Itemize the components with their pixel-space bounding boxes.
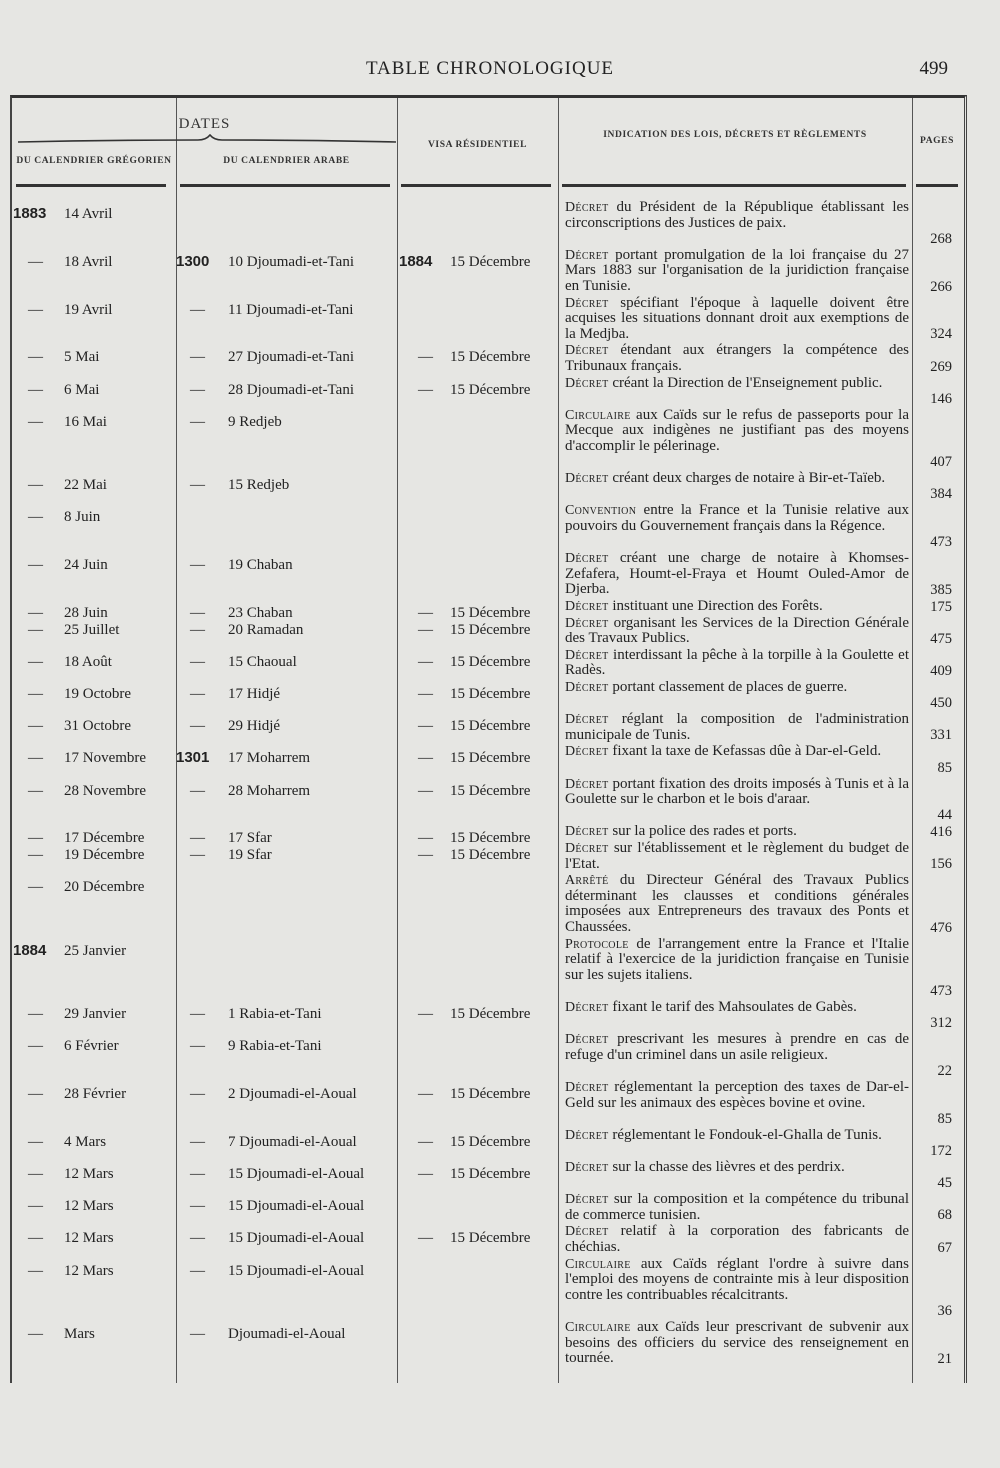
act-text: créant la Direction de l'Enseignement public. bbox=[608, 374, 883, 391]
table-row bbox=[0, 1224, 1000, 1256]
gregorian-year: 1883 bbox=[13, 205, 47, 222]
gregorian-year: — bbox=[28, 1133, 43, 1150]
act-description bbox=[565, 1128, 909, 1160]
gregorian-date: 19 Décembre bbox=[64, 847, 145, 863]
act-description bbox=[565, 680, 909, 712]
arab-year: — bbox=[190, 830, 205, 847]
table-row bbox=[0, 744, 1000, 776]
table-row bbox=[0, 823, 1000, 847]
page-reference: 36 bbox=[937, 1302, 952, 1319]
arab-year: — bbox=[190, 557, 205, 574]
act-type: Décret bbox=[565, 841, 609, 856]
page-reference: 266 bbox=[930, 278, 952, 295]
act-type: Décret bbox=[565, 615, 609, 631]
gregorian-year: — bbox=[28, 1006, 43, 1022]
gregorian-date: 12 Mars bbox=[64, 1166, 114, 1182]
act-text: fixant le tarif des Mahsoulates de Gabès. bbox=[608, 999, 857, 1015]
act-text: spécifiant l'époque à laquelle doivent être acquises les situations donnant droit aux exemptions de la Medjba. bbox=[565, 294, 909, 342]
gregorian-year: — bbox=[28, 349, 43, 366]
gregorian-year: — bbox=[28, 253, 43, 270]
act-text: portant fixation des droits imposés à Tunis et à la Goulette sur le charbon et le bois d'araar. bbox=[565, 775, 909, 808]
gregorian-date: 4 Mars bbox=[64, 1133, 107, 1150]
arab-date: 1 Rabia-et-Tani bbox=[228, 1006, 322, 1022]
act-text: organisant les Services de la Direction Générale des Travaux Publics. bbox=[565, 614, 909, 647]
gregorian-year: — bbox=[28, 750, 43, 767]
page-reference: 475 bbox=[930, 630, 952, 647]
visa-year: — bbox=[418, 1133, 433, 1150]
visa-date: 15 Décembre bbox=[450, 782, 531, 799]
arab-date: 17 Sfar bbox=[228, 830, 272, 847]
act-description bbox=[565, 1257, 909, 1320]
gregorian-year: — bbox=[28, 847, 43, 863]
arab-year: — bbox=[190, 1086, 205, 1102]
act-text: interdissant la pêche à la torpille à la Goulette et Radès. bbox=[565, 646, 909, 679]
gregorian-date: 24 Juin bbox=[64, 557, 108, 574]
visa-year: — bbox=[418, 750, 433, 767]
visa-year: — bbox=[418, 847, 433, 863]
act-type: Décret bbox=[565, 295, 609, 311]
gregorian-year: — bbox=[28, 1166, 43, 1182]
act-text: sur la composition et la compétence du tribunal de commerce tunisien. bbox=[565, 1191, 909, 1223]
gregorian-date: 31 Octobre bbox=[64, 718, 132, 735]
act-type: Convention bbox=[565, 503, 637, 519]
gregorian-year: — bbox=[28, 1086, 43, 1102]
act-description bbox=[565, 408, 909, 471]
table-row bbox=[0, 1032, 1000, 1080]
arab-year: — bbox=[190, 847, 205, 863]
table-row bbox=[0, 598, 1000, 621]
act-description bbox=[565, 937, 909, 1000]
page-reference: 21 bbox=[937, 1350, 952, 1367]
page-reference: 473 bbox=[930, 534, 952, 551]
dates-header: DATES bbox=[178, 116, 231, 132]
act-text: du Président de la République établissant les circonscriptions des Justices de paix. bbox=[565, 199, 909, 231]
table-row bbox=[0, 551, 1000, 599]
visa-year: — bbox=[418, 1086, 433, 1102]
gregorian-date: 19 Avril bbox=[64, 301, 113, 318]
arab-date: 11 Djoumadi-et-Tani bbox=[228, 301, 354, 318]
gregorian-date: 28 Février bbox=[64, 1086, 127, 1102]
visa-year: — bbox=[418, 381, 433, 398]
arab-date: 10 Djoumadi-et-Tani bbox=[228, 253, 354, 270]
visa-date: 15 Décembre bbox=[450, 349, 531, 366]
act-type: Circulaire bbox=[565, 1256, 631, 1272]
visa-year: — bbox=[418, 830, 433, 847]
arab-year: — bbox=[190, 686, 205, 702]
arab-date: Djoumadi-el-Aoual bbox=[228, 1326, 346, 1342]
page-number: 499 bbox=[919, 58, 948, 79]
gregorian-date: 8 Juin bbox=[64, 509, 101, 526]
arab-date: 9 Rabia-et-Tani bbox=[228, 1038, 322, 1055]
visa-year: — bbox=[418, 1166, 433, 1182]
arab-date: 27 Djoumadi-et-Tani bbox=[228, 349, 354, 366]
gregorian-date: 25 Janvier bbox=[64, 942, 127, 959]
pages-header: PAGES bbox=[920, 136, 954, 146]
table-row bbox=[0, 777, 1000, 825]
act-description bbox=[565, 599, 909, 616]
arab-year: — bbox=[190, 653, 205, 670]
table-row bbox=[0, 937, 1000, 1000]
act-description bbox=[565, 343, 909, 375]
page-title: TABLE CHRONOLOGIQUE bbox=[365, 58, 615, 79]
arab-year: 1300 bbox=[176, 252, 210, 270]
gregorian-year: — bbox=[28, 621, 43, 638]
gregorian-date: 16 Mai bbox=[64, 413, 107, 430]
gregorian-date: 12 Mars bbox=[64, 1198, 114, 1215]
gregorian-date: 17 Novembre bbox=[64, 750, 147, 767]
visa-date: 15 Décembre bbox=[450, 621, 531, 638]
page-reference: 268 bbox=[930, 230, 952, 247]
act-text: aux Caïds réglant l'ordre à suivre dans l'emploi des moyens de contrainte mis à leur disposition contre les contribuables récalcitrants. bbox=[565, 1255, 909, 1303]
act-text: créant deux charges de notaire à Bir-et-Taïeb. bbox=[608, 470, 886, 487]
gregorian-year: — bbox=[28, 879, 43, 896]
act-type: Décret bbox=[565, 1080, 609, 1095]
gregorian-year: — bbox=[28, 605, 43, 621]
table-row bbox=[0, 471, 1000, 503]
act-type: Décret bbox=[565, 599, 609, 614]
act-description bbox=[565, 1192, 909, 1224]
table-row bbox=[0, 1160, 1000, 1192]
act-text: réglementant le Fondouk-el-Ghalla de Tunis. bbox=[608, 1126, 882, 1143]
arab-date: 17 Hidjé bbox=[228, 686, 281, 702]
gregorian-header: DU CALENDRIER GRÉGORIEN bbox=[16, 156, 172, 166]
gregorian-date: 6 Mai bbox=[64, 381, 100, 398]
table-row bbox=[0, 1192, 1000, 1224]
gregorian-date: 22 Mai bbox=[64, 477, 107, 494]
visa-date: 15 Décembre bbox=[450, 718, 531, 735]
act-description bbox=[565, 712, 909, 744]
arab-date: 15 Djoumadi-el-Aoual bbox=[228, 1166, 365, 1182]
act-text: sur l'établissement et le règlement du budget de l'Etat. bbox=[565, 840, 909, 872]
act-description bbox=[565, 471, 909, 503]
gregorian-year: — bbox=[28, 686, 43, 702]
arab-year: — bbox=[190, 718, 205, 735]
table-row bbox=[0, 343, 1000, 375]
visa-date: 15 Décembre bbox=[450, 1006, 531, 1022]
act-type: Décret bbox=[565, 200, 609, 215]
gregorian-year: — bbox=[28, 782, 43, 799]
act-text: sur la police des rades et ports. bbox=[608, 823, 797, 840]
visa-date: 15 Décembre bbox=[450, 1166, 531, 1182]
act-type: Arrêté bbox=[565, 873, 609, 889]
gregorian-date: 6 Février bbox=[64, 1038, 119, 1055]
page-reference: 269 bbox=[930, 358, 952, 375]
arab-date: 19 Chaban bbox=[228, 557, 293, 574]
arab-date: 20 Ramadan bbox=[228, 621, 304, 638]
gregorian-date: 25 Juillet bbox=[64, 621, 120, 638]
act-text: prescrivant les mesures à prendre en cas de refuge d'un criminel dans un asile religieux. bbox=[565, 1031, 909, 1063]
gregorian-year: — bbox=[28, 718, 43, 735]
visa-year: — bbox=[418, 1006, 433, 1022]
arab-date: 28 Djoumadi-et-Tani bbox=[228, 381, 354, 398]
act-description bbox=[565, 873, 909, 936]
page-reference: 324 bbox=[930, 326, 952, 343]
gregorian-date: 29 Janvier bbox=[64, 1006, 127, 1022]
arab-date: 17 Moharrem bbox=[228, 750, 311, 767]
act-type: Décret bbox=[565, 343, 609, 359]
visa-date: 15 Décembre bbox=[450, 381, 531, 398]
act-description bbox=[565, 1080, 909, 1128]
act-type: Circulaire bbox=[565, 1320, 631, 1335]
gregorian-date: 12 Mars bbox=[64, 1230, 114, 1247]
act-type: Protocole bbox=[565, 936, 629, 952]
table-row bbox=[0, 296, 1000, 344]
gregorian-year: — bbox=[28, 653, 43, 670]
table-row bbox=[0, 408, 1000, 471]
gregorian-date: 18 Avril bbox=[64, 253, 113, 270]
arab-year: 1301 bbox=[176, 749, 210, 767]
act-text: réglementant la perception des taxes de Dar-el-Geld sur les animaux des espèces bovine et ovine. bbox=[565, 1079, 909, 1111]
visa-header: VISA RÉSIDENTIEL bbox=[427, 140, 528, 150]
gregorian-year: — bbox=[28, 557, 43, 574]
visa-date: 15 Décembre bbox=[450, 750, 531, 767]
visa-year: — bbox=[418, 1230, 433, 1247]
act-type: Décret bbox=[565, 744, 609, 760]
act-type: Décret bbox=[565, 1160, 609, 1175]
arab-year: — bbox=[190, 349, 205, 366]
table-row bbox=[0, 376, 1000, 408]
act-description bbox=[565, 648, 909, 680]
page-reference: 476 bbox=[930, 919, 952, 936]
page-reference: 416 bbox=[930, 824, 952, 840]
page-reference: 22 bbox=[937, 1062, 952, 1079]
visa-date: 15 Décembre bbox=[450, 1230, 531, 1247]
table-row bbox=[0, 503, 1000, 551]
arab-year: — bbox=[190, 1038, 205, 1055]
act-type: Décret bbox=[565, 647, 609, 663]
act-type: Décret bbox=[565, 712, 609, 728]
act-type: Décret bbox=[565, 1000, 609, 1015]
act-description bbox=[565, 1032, 909, 1080]
table-row bbox=[0, 1320, 1000, 1368]
gregorian-year: — bbox=[28, 830, 43, 847]
arab-year: — bbox=[190, 1262, 205, 1279]
act-text: portant promulgation de la loi française du 27 Mars 1883 sur l'organisation de la juridiction française en Tunisie. bbox=[565, 246, 909, 294]
act-type: Décret bbox=[565, 551, 609, 567]
visa-date: 15 Décembre bbox=[450, 686, 531, 702]
act-text: fixant la taxe de Kefassas dûe à Dar-el-Geld. bbox=[608, 743, 882, 760]
gregorian-year: — bbox=[28, 413, 43, 430]
arab-date: 15 Djoumadi-el-Aoual bbox=[228, 1262, 365, 1279]
act-type: Décret bbox=[565, 375, 609, 391]
gregorian-date: 18 Août bbox=[64, 653, 112, 670]
indication-header: INDICATION DES LOIS, DÉCRETS ET RÈGLEMENTS bbox=[603, 130, 867, 140]
page-reference: 407 bbox=[930, 454, 952, 471]
arab-date: 23 Chaban bbox=[228, 605, 293, 621]
gregorian-date: 19 Octobre bbox=[64, 686, 132, 702]
gregorian-date: 20 Décembre bbox=[64, 879, 145, 896]
table-row bbox=[0, 616, 1000, 648]
gregorian-year: — bbox=[28, 477, 43, 494]
gregorian-year: — bbox=[28, 1326, 43, 1342]
visa-year: — bbox=[418, 349, 433, 366]
arab-year: — bbox=[190, 621, 205, 638]
gregorian-year: 1884 bbox=[13, 941, 47, 959]
arab-date: 15 Chaoual bbox=[228, 653, 297, 670]
gregorian-date: 5 Mai bbox=[64, 349, 100, 366]
arab-year: — bbox=[190, 477, 205, 494]
gregorian-date: Mars bbox=[64, 1326, 95, 1342]
arab-date: 7 Djoumadi-el-Aoual bbox=[228, 1133, 357, 1150]
table-row bbox=[0, 680, 1000, 712]
act-type: Décret bbox=[565, 471, 609, 487]
arab-year: — bbox=[190, 301, 205, 318]
gregorian-year: — bbox=[28, 301, 43, 318]
act-description bbox=[565, 777, 909, 825]
arab-date: 15 Djoumadi-el-Aoual bbox=[228, 1230, 365, 1247]
page-reference: 85 bbox=[937, 1110, 952, 1127]
arab-year: — bbox=[190, 413, 205, 430]
page-reference: 172 bbox=[930, 1142, 952, 1159]
table-row bbox=[0, 648, 1000, 680]
arab-date: 2 Djoumadi-el-Aoual bbox=[228, 1086, 357, 1102]
act-type: Décret bbox=[565, 1224, 609, 1240]
visa-date: 15 Décembre bbox=[450, 830, 531, 847]
arab-date: 9 Redjeb bbox=[228, 413, 282, 430]
page-reference: 384 bbox=[930, 486, 952, 503]
visa-date: 15 Décembre bbox=[450, 253, 531, 270]
page-reference: 44 bbox=[937, 807, 952, 824]
table-row bbox=[0, 841, 1000, 873]
table-row bbox=[0, 248, 1000, 296]
table-row bbox=[0, 1257, 1000, 1320]
act-type: Décret bbox=[565, 1192, 609, 1208]
page-reference: 156 bbox=[930, 856, 952, 873]
visa-date: 15 Décembre bbox=[450, 1086, 531, 1102]
act-text: portant classement de places de guerre. bbox=[608, 679, 848, 695]
act-text: entre la France et la Tunisie relative aux pouvoirs du Gouvernement français dans la Régence. bbox=[565, 502, 909, 534]
gregorian-date: 28 Juin bbox=[64, 605, 108, 621]
page-reference: 67 bbox=[937, 1239, 952, 1256]
act-description bbox=[565, 376, 909, 408]
visa-date: 15 Décembre bbox=[450, 847, 531, 863]
arab-date: 29 Hidjé bbox=[228, 718, 281, 735]
page-reference: 85 bbox=[937, 759, 952, 776]
arab-year: — bbox=[190, 1230, 205, 1247]
page-reference: 331 bbox=[930, 727, 952, 744]
act-description bbox=[565, 616, 909, 648]
gregorian-date: 14 Avril bbox=[64, 206, 113, 222]
act-text: réglant la composition de l'administration municipale de Tunis. bbox=[565, 711, 909, 743]
act-type: Décret bbox=[565, 1032, 609, 1048]
act-text: de l'arrangement entre la France et l'Italie relatif à l'exercice de la juridiction française en Tunisie sur les sujets italiens. bbox=[565, 935, 909, 983]
table-row bbox=[0, 200, 1000, 248]
arab-date: 15 Redjeb bbox=[228, 477, 290, 494]
arab-year: — bbox=[190, 1198, 205, 1215]
gregorian-date: 28 Novembre bbox=[64, 782, 147, 799]
visa-year: — bbox=[418, 782, 433, 799]
act-type: Décret bbox=[565, 776, 609, 792]
page-reference: 68 bbox=[937, 1207, 952, 1224]
arab-date: 19 Sfar bbox=[228, 847, 272, 863]
act-type: Circulaire bbox=[565, 407, 631, 423]
act-description bbox=[565, 1320, 909, 1368]
table-row bbox=[0, 1080, 1000, 1128]
gregorian-year: — bbox=[28, 381, 43, 398]
act-type: Décret bbox=[565, 247, 609, 263]
page-reference: 385 bbox=[930, 581, 952, 598]
act-description bbox=[565, 841, 909, 873]
act-text: du Directeur Général des Travaux Publics déterminant les clausses et conditions générales imposées aux Entrepreneurs des travaux des Ponts et Chaussées. bbox=[565, 872, 909, 935]
act-text: relatif à la corporation des fabricants de chéchias. bbox=[565, 1223, 909, 1255]
page-reference: 450 bbox=[930, 695, 952, 712]
visa-date: 15 Décembre bbox=[450, 653, 531, 670]
visa-year: — bbox=[418, 605, 433, 621]
page-reference: 175 bbox=[930, 598, 952, 615]
act-description bbox=[565, 824, 909, 841]
arab-header: DU CALENDRIER ARABE bbox=[223, 156, 350, 166]
act-type: Décret bbox=[565, 1127, 609, 1143]
table-row bbox=[0, 1000, 1000, 1032]
visa-date: 15 Décembre bbox=[450, 1133, 531, 1150]
visa-year: — bbox=[418, 653, 433, 670]
act-description bbox=[565, 200, 909, 248]
gregorian-year: — bbox=[28, 1230, 43, 1247]
act-type: Décret bbox=[565, 824, 609, 840]
visa-year: 1884 bbox=[399, 252, 433, 270]
act-text: créant une charge de notaire à Khomses-Zefafera, Houmt-el-Fraya et Houmt Ouled-Amor de Djerba. bbox=[565, 550, 909, 598]
act-text: aux Caïds leur prescrivant de subvenir aux besoins des officiers du service des renseignement en tournée. bbox=[565, 1319, 909, 1367]
arab-date: 15 Djoumadi-el-Aoual bbox=[228, 1198, 365, 1215]
arab-year: — bbox=[190, 1326, 205, 1342]
act-text: instituant une Direction des Forêts. bbox=[608, 598, 823, 614]
act-description bbox=[565, 248, 909, 296]
table-row bbox=[0, 712, 1000, 744]
act-description bbox=[565, 1000, 909, 1032]
gregorian-year: — bbox=[28, 1198, 43, 1215]
arab-year: — bbox=[190, 605, 205, 621]
table-row bbox=[0, 1128, 1000, 1160]
act-description bbox=[565, 296, 909, 344]
gregorian-year: — bbox=[28, 1038, 43, 1055]
page-reference: 409 bbox=[930, 662, 952, 679]
visa-date: 15 Décembre bbox=[450, 605, 531, 621]
act-description bbox=[565, 1224, 909, 1256]
act-text: aux Caïds sur le refus de passeports pour la Mecque aux indigènes ne justifiant pas des moyens d'accomplir le pélerinage. bbox=[565, 406, 909, 454]
act-description bbox=[565, 744, 909, 776]
visa-year: — bbox=[418, 621, 433, 638]
page-reference: 312 bbox=[930, 1015, 952, 1032]
table-row bbox=[0, 873, 1000, 936]
act-description bbox=[565, 503, 909, 551]
arab-year: — bbox=[190, 1133, 205, 1150]
act-text: sur la chasse des lièvres et des perdrix. bbox=[608, 1159, 845, 1175]
visa-year: — bbox=[418, 718, 433, 735]
arab-year: — bbox=[190, 1006, 205, 1022]
gregorian-date: 12 Mars bbox=[64, 1262, 114, 1279]
page-reference: 473 bbox=[930, 982, 952, 999]
gregorian-year: — bbox=[28, 509, 43, 526]
arab-date: 28 Moharrem bbox=[228, 782, 311, 799]
arab-year: — bbox=[190, 381, 205, 398]
act-description bbox=[565, 1160, 909, 1192]
arab-year: — bbox=[190, 782, 205, 799]
gregorian-date: 17 Décembre bbox=[64, 830, 145, 847]
act-type: Décret bbox=[565, 680, 609, 695]
page-reference: 45 bbox=[937, 1175, 952, 1192]
visa-year: — bbox=[418, 686, 433, 702]
act-text: étendant aux étrangers la compétence des Tribunaux français. bbox=[565, 342, 909, 374]
gregorian-year: — bbox=[28, 1262, 43, 1279]
arab-year: — bbox=[190, 1166, 205, 1182]
page-reference: 146 bbox=[930, 390, 952, 407]
act-description bbox=[565, 551, 909, 599]
